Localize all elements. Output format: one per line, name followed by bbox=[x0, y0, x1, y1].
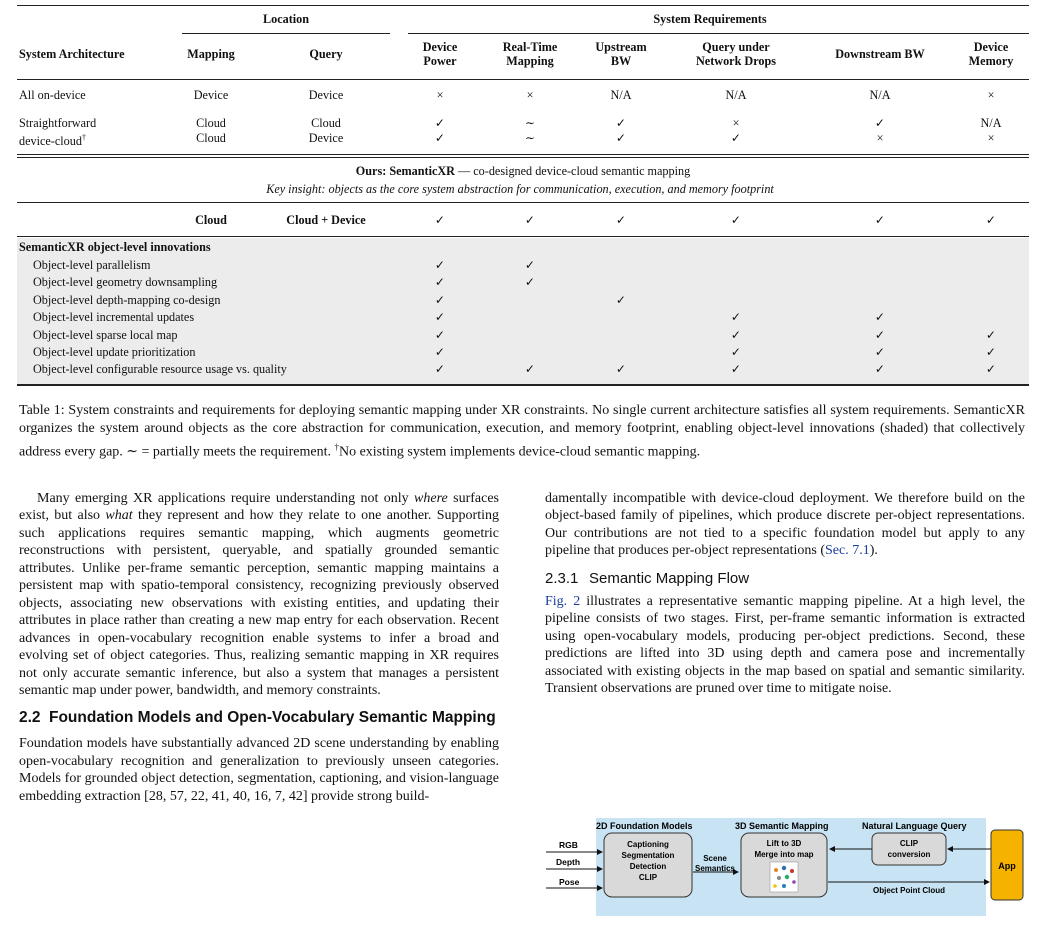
figure-2-pipeline bbox=[542, 812, 1028, 932]
header-upstream-bw: Upstream BW bbox=[595, 40, 647, 68]
header-query-network-drops: Query under Network Drops bbox=[695, 40, 777, 68]
intro-paragraph: Many emerging XR applications require understanding not only where surfaces exist, but also what they represent and how they relate to one another. Supporting such applications requires semantic mapping, which augments geometric reconstructions with persistent, queryable, and spatially grounded semantic attributes. Unlike per-frame semantic perception, semantic mapping maintains a persistent map with spatio-temporal consistency, recognizing previously observed objects, associating new observations with existing entities, and updating their attributes in place rather than creating a new map entry for each observation. Recent advances in open-vocabulary recognition enable systems to infer a broad and evolving set of object categories. Thus, realizing semantic mapping in XR requires not only accurate semantic inference, but also a system that manages a persistent semantic map under power, bandwidth, and memory constraints. bbox=[19, 491, 499, 698]
ours-title: Ours: SemanticXR — co-designed device-cloud semantic mapping bbox=[355, 164, 691, 178]
header-downstream-bw: Downstream BW bbox=[835, 47, 925, 61]
foundation-models-title: 2D Foundation Models bbox=[596, 821, 693, 831]
right-column bbox=[545, 490, 1025, 698]
input-rgb: RGB bbox=[559, 840, 578, 850]
row-architecture: device-cloud† bbox=[19, 133, 86, 149]
innovation-value: ✓ bbox=[434, 275, 446, 290]
ours-value: ✓ bbox=[434, 213, 446, 227]
dagger-mark: † bbox=[81, 133, 86, 142]
ours-value: ✓ bbox=[730, 213, 742, 227]
row-value: × bbox=[732, 116, 740, 130]
row-query: Cloud bbox=[311, 116, 341, 130]
table-caption: Table 1: System constraints and requirements for deploying semantic mapping under XR constraints. No single current architecture satisfies all system requirements. SemanticXR organizes the system around objects as the core abstraction for communication, execution, and memory footprint, enabling object-level innovations (shaded) that collectively address every gap. ∼ = partially meets the requirement. †No existing system implements device-cloud semantic mapping. bbox=[19, 403, 1025, 460]
foundation-models-paragraph: Foundation models have substantially advanced 2D scene understanding by enabling open-vocabulary recognition and generalization to previously unseen categories. Models for grounded object detection, segmentation, captioning, and vision-language embedding extraction [28, 57, 22, 41, 40, 16, 7, 42] provide strong build- bbox=[19, 736, 499, 804]
ours-mapping: Cloud bbox=[195, 213, 227, 227]
innovation-label: Object-level parallelism bbox=[33, 258, 151, 272]
input-depth: Depth bbox=[556, 857, 581, 867]
row-value: N/A bbox=[869, 88, 891, 102]
row-value: ∼ bbox=[524, 131, 536, 145]
innovation-value: ✓ bbox=[985, 327, 997, 342]
innovation-value: ✓ bbox=[874, 345, 886, 359]
row-mapping: Cloud bbox=[196, 131, 226, 145]
app-label: App bbox=[998, 861, 1016, 871]
innovation-label: Object-level update prioritization bbox=[33, 345, 196, 359]
innovation-value: ✓ bbox=[434, 345, 446, 359]
header-rule bbox=[17, 79, 1029, 80]
ours-value: ✓ bbox=[874, 213, 886, 227]
innovation-label: Object-level sparse local map bbox=[33, 327, 178, 342]
object-point-cloud-label: Object Point Cloud bbox=[873, 886, 945, 895]
semantic-mapping-title: 3D Semantic Mapping bbox=[735, 821, 829, 831]
left-column bbox=[19, 490, 499, 804]
clip-conversion-box bbox=[872, 833, 946, 865]
header-mapping: Mapping bbox=[187, 47, 235, 61]
row-architecture: All on-device bbox=[19, 88, 86, 102]
ours-value: ✓ bbox=[615, 213, 627, 227]
row-value: × bbox=[436, 88, 444, 102]
svg-text:Lift to 3D: Lift to 3D bbox=[766, 839, 802, 848]
svg-text:Segmentation: Segmentation bbox=[621, 851, 675, 860]
group-location: Location bbox=[262, 12, 310, 26]
row-mapping: Device bbox=[193, 88, 229, 102]
header-device-memory: Device Memory bbox=[968, 40, 1014, 68]
row-value: ✓ bbox=[434, 131, 446, 145]
header-query: Query bbox=[309, 47, 343, 61]
row-value: ✓ bbox=[730, 131, 742, 145]
svg-text:CLIP: CLIP bbox=[899, 839, 919, 848]
row-query: Device bbox=[308, 88, 344, 102]
row-value: ∼ bbox=[524, 116, 536, 130]
row-value: ✓ bbox=[434, 116, 446, 130]
innovation-value: ✓ bbox=[434, 362, 446, 377]
row-value: N/A bbox=[725, 88, 747, 102]
row-value: × bbox=[876, 131, 884, 145]
row-value: N/A bbox=[980, 116, 1002, 130]
group-system-requirements: System Requirements bbox=[653, 12, 767, 26]
semantics-label: Semantics bbox=[694, 864, 736, 873]
innovation-value: ✓ bbox=[434, 258, 446, 272]
innovation-label: Object-level geometry downsampling bbox=[33, 275, 218, 290]
svg-text:Captioning: Captioning bbox=[627, 840, 669, 849]
innovation-value: ✓ bbox=[730, 345, 742, 359]
row-architecture: Straightforward bbox=[19, 116, 97, 130]
section-heading-2-3-1: 2.3.1 Semantic Mapping Flow bbox=[545, 569, 750, 587]
innovation-label: Object-level depth-mapping co-design bbox=[33, 292, 221, 307]
innovation-value: ✓ bbox=[985, 345, 997, 359]
header-real-time-mapping: Real-Time Mapping bbox=[502, 40, 558, 68]
row-value: N/A bbox=[610, 88, 632, 102]
double-rule-b bbox=[17, 157, 1029, 158]
scene-label: Scene bbox=[703, 854, 727, 863]
row-value: ✓ bbox=[874, 116, 886, 130]
row-value: ✓ bbox=[615, 131, 627, 145]
innovation-value: ✓ bbox=[434, 292, 446, 307]
row-value: ✓ bbox=[615, 116, 627, 130]
row-value: × bbox=[987, 131, 995, 145]
point-cloud-icon bbox=[770, 862, 798, 892]
innovation-label: Object-level configurable resource usage vs. quality bbox=[33, 362, 287, 377]
semantic-mapping-flow-paragraph: Fig. 2 illustrates a representative semantic mapping pipeline. At a high level, the pipeline consists of two stages. First, per-frame semantic information is extracted using open-vocabulary models, producing per-object predictions. Second, these predictions are lifted into 3D using depth and camera pose and incrementally associated with existing objects in the map based on spatial and semantic similarity. Transient observations are pruned over time to mitigate noise. bbox=[545, 593, 1025, 697]
ours-key-insight: Key insight: objects as the core system abstraction for communication, execution, and memory footprint bbox=[266, 182, 774, 196]
nl-query-title: Natural Language Query bbox=[862, 821, 967, 831]
row-value: × bbox=[987, 88, 995, 102]
header-system-architecture: System Architecture bbox=[19, 47, 125, 61]
sec-7-1-link[interactable]: Sec. 7.1 bbox=[825, 543, 870, 559]
table-top-rule bbox=[17, 5, 1029, 6]
object-based-paragraph: damentally incompatible with device-cloud deployment. We therefore build on the object-based family of pipelines, which produce discrete per-object representations. Our contributions are not tied to a specific foundation model but apply to any pipeline that produces per-object representations (Sec. 7.1). bbox=[545, 491, 1025, 559]
innovation-value: ✓ bbox=[434, 310, 446, 325]
innovations-title: SemanticXR object-level innovations bbox=[19, 240, 211, 254]
innovation-value: ✓ bbox=[615, 362, 627, 377]
row-value: × bbox=[526, 88, 534, 102]
fig-2-link[interactable]: Fig. 2 bbox=[545, 593, 581, 609]
svg-text:Detection: Detection bbox=[629, 862, 667, 871]
innovation-value: ✓ bbox=[874, 310, 886, 325]
ours-value: ✓ bbox=[985, 213, 997, 227]
section-heading-2-2: 2.2 Foundation Models and Open-Vocabulary Semantic Mapping bbox=[19, 709, 496, 727]
ours-query: Cloud + Device bbox=[286, 213, 366, 227]
svg-text:Merge into map: Merge into map bbox=[754, 850, 814, 859]
svg-text:CLIP: CLIP bbox=[638, 873, 658, 882]
svg-text:conversion: conversion bbox=[887, 850, 931, 859]
innovation-value: ✓ bbox=[434, 327, 446, 342]
input-pose: Pose bbox=[559, 877, 580, 887]
innovation-value: ✓ bbox=[874, 362, 886, 377]
ours-rule bbox=[17, 202, 1029, 203]
requirements-cmidrule bbox=[408, 33, 1029, 34]
innovation-value: ✓ bbox=[524, 275, 536, 290]
header-device-power: Device Power bbox=[422, 40, 458, 68]
double-rule-a bbox=[17, 154, 1029, 155]
location-cmidrule bbox=[182, 33, 390, 34]
innovation-label: Object-level incremental updates bbox=[33, 310, 195, 325]
innovations-rule bbox=[17, 236, 1029, 237]
row-query: Device bbox=[308, 131, 344, 145]
ours-value: ✓ bbox=[524, 213, 536, 227]
row-mapping: Cloud bbox=[196, 116, 226, 130]
innovation-value: ✓ bbox=[615, 292, 627, 307]
innovation-value: ✓ bbox=[730, 327, 742, 342]
innovation-value: ✓ bbox=[730, 310, 742, 325]
innovation-value: ✓ bbox=[985, 362, 997, 377]
innovation-value: ✓ bbox=[524, 258, 536, 272]
innovation-value: ✓ bbox=[730, 362, 742, 377]
table-bottom-rule bbox=[17, 384, 1029, 386]
innovation-value: ✓ bbox=[524, 362, 536, 377]
innovation-value: ✓ bbox=[874, 327, 886, 342]
